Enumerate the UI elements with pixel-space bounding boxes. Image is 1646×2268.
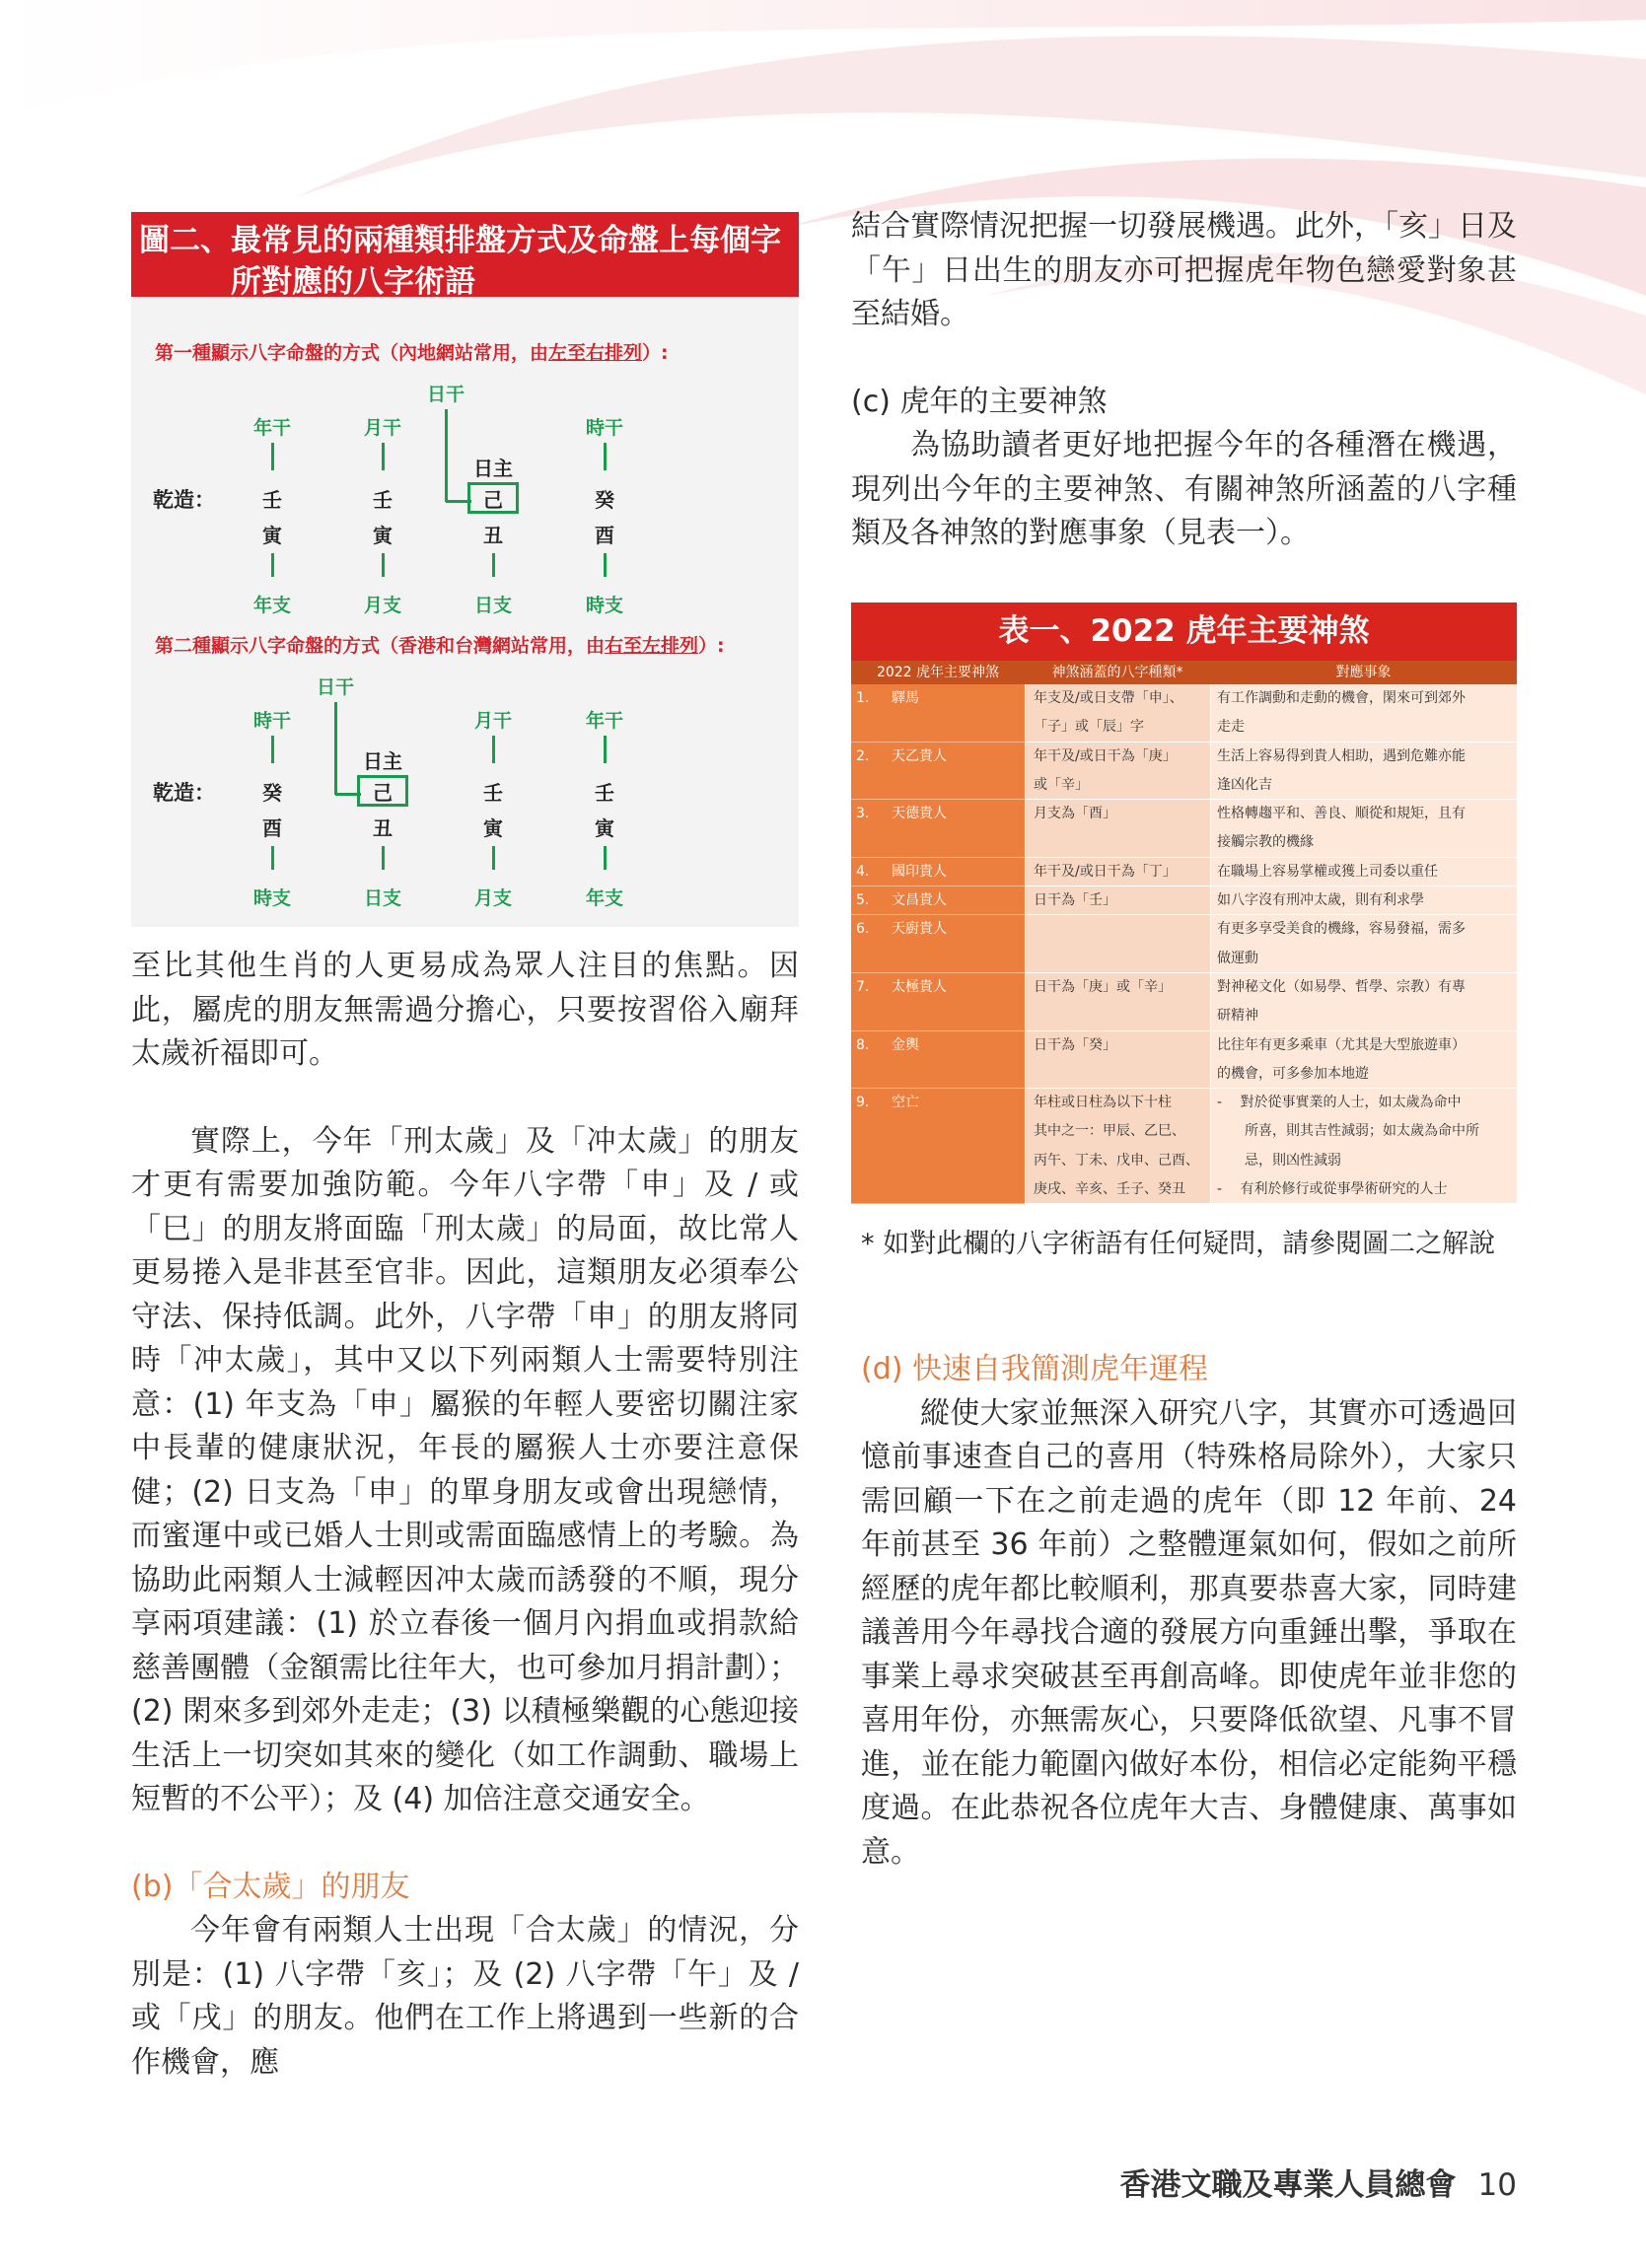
table-effect-line: 如八字沒有刑冲太歲，則有利求學 [1217,892,1424,909]
table-effect-line: 有更多享受美食的機緣，容易發福，需多 [1217,921,1466,938]
scheme1-col2-bottom-line [492,553,495,577]
table-cover-line: 年干及/或日干為「丁」 [1034,863,1177,880]
table-cell-name [851,800,1025,858]
scheme2-title [155,631,725,658]
scheme1-day-stem-label: 日干 [426,384,465,405]
scheme2-col2-bottom-line [492,846,495,870]
table-header-shensha: 2022 虎年主要神煞 [876,665,1000,680]
right-paragraph-2: 為協助讀者更好地把握今年的各種潛在機遇，現列出今年的主要神煞、有關神煞所涵蓋的八字種類及各神煞的對應事象（見表一）。 [851,428,1517,550]
figure-2 [131,212,799,927]
scheme2-col3-branch: 寅 [595,816,614,840]
table-cell-cover [1025,915,1210,973]
scheme2-col1-stem: 己 [373,781,393,805]
table-cell-cover [1025,973,1210,1031]
table-header-cover: 神煞涵蓋的八字種類* [1051,665,1183,680]
table-1-body [851,684,1517,1204]
table-row [851,800,1517,858]
table-cell-effect [1210,886,1517,915]
table-effect-line: - 有利於修行或從事學術研究的人士 [1217,1181,1448,1198]
table-row-shensha: 天乙貴人 [892,747,947,764]
table-effect-line: - 對於從事實業的人士，如太歲為命中 [1217,1095,1462,1111]
right-paragraph-1: 結合實際情況把握一切發展機遇。此外，「亥」日及「午」日出生的朋友亦可把握虎年物色戀愛對象甚至結婚。 [851,209,1517,331]
table-cell-cover [1025,800,1210,858]
left-column [131,945,799,2085]
table-cell-effect [1210,858,1517,886]
table-header-effect: 對應事象 [1335,665,1392,680]
table-effect-line: 逢凶化吉 [1217,776,1272,793]
table-row [851,743,1517,801]
scheme1-col1-top-line [382,443,385,470]
table-row [851,1089,1517,1204]
table-effect-line: 有工作調動和走動的機會，閑來可到郊外 [1217,690,1466,706]
scheme2-title-underlined: 右至左排列 [605,635,699,657]
table-cover-line [1034,945,1202,973]
table-cover-line [1034,915,1202,944]
table-row [851,858,1517,886]
scheme2-title-post: ）: [698,635,725,657]
figure-2-title-line2: 所對應的八字術語 [231,264,475,300]
scheme2-col3-bottom-line [604,846,607,870]
scheme1-day-master-label: 日主 [473,457,513,480]
table-cover-line: 年柱或日柱為以下十柱 [1034,1095,1172,1111]
table-cell-name [851,886,1025,915]
scheme1-col0-bottom-label: 年支 [252,595,292,616]
scheme1-col1-top-label: 月干 [363,417,402,439]
table-cover-line [1034,1060,1202,1089]
table-cover-line: 年干及/或日干為「庚」 [1034,747,1177,764]
scheme1-col1-branch: 寅 [373,524,393,547]
table-row-number: 6. [856,921,870,938]
table-row-number: 3. [856,806,870,822]
scheme1-title-post: ）: [642,342,669,364]
table-cover-line: 年支及/或日支帶「申」、 [1034,690,1183,706]
right-paragraph-3: 縱使大家並無深入研究八字，其實亦可透過回憶前事速查自己的喜用（特殊格局除外），大家只需回顧一下在之前走過的虎年（即 12 年前、24 年前甚至 36 年前）之整體運氣如何，假如之前所經歷的虎年都比較順利，那真要恭喜大家，同時建議善用今年尋找合適的發展方向重錘出擊，爭取在事業上尋求突破甚至再創高峰。即使虎年並非您的喜用年份，亦無需灰心，只要降低欲望、凡事不冒進，並在能力範圍內做好本份，相信必定能夠平穩度過。在此恭祝各位虎年大吉、身體健康、萬事如意。 [861,1395,1517,1870]
scheme2-col3-stem: 壬 [595,781,614,805]
scheme1-col3-bottom-label: 時支 [585,595,624,616]
scheme1-label: 乾造： [153,488,215,512]
scheme1-col3-branch: 酉 [595,524,614,547]
scheme1-day-stem-line [445,409,448,502]
table-row-number: 8. [856,1036,870,1053]
table-1-title: 表一、2022 虎年主要神煞 [851,602,1517,661]
left-paragraph-3: 今年會有兩類人士出現「合太歲」的情況，分別是：(1) 八字帶「亥」；及 (2) 八字帶「午」及 / 或「戌」的朋友。他們在工作上將遇到一些新的合作機會，應 [131,1913,799,2080]
table-cover-line [1034,1002,1202,1030]
page-footer [1085,2160,1517,2204]
scheme2-day-master-label: 日主 [363,749,402,773]
table-row-shensha: 國印貴人 [892,863,947,880]
table-row [851,1031,1517,1090]
scheme2-col2-stem: 壬 [483,781,503,805]
scheme1-col0-top-label: 年干 [252,417,292,439]
scheme1-col3-stem: 癸 [595,488,614,512]
table-cell-effect [1210,973,1517,1031]
scheme2-label: 乾造： [153,781,215,805]
table-cell-effect [1210,743,1517,801]
table-row-number: 9. [856,1095,870,1111]
scheme1-col1-stem: 壬 [373,488,393,512]
scheme1-col3-bottom-line [604,553,607,577]
scheme1-title [155,338,669,365]
scheme1-col3-top-line [604,443,607,470]
scheme2-col1-bottom-label: 日支 [363,887,402,909]
table-cell-effect [1210,684,1517,743]
scheme2-col0-top-line [271,736,274,763]
table-cell-name [851,1089,1025,1204]
figure-2-title-line1: 圖二、最常見的兩種類排盤方式及命盤上每個字 [139,223,781,258]
scheme1-col2-branch: 丑 [483,524,503,547]
scheme2-col0-top-label: 時干 [252,710,292,732]
table-footnote: * 如對此欄的八字術語有任何疑問，請參閱圖二之解說 [861,1229,1496,1259]
table-row-shensha: 金輿 [892,1036,919,1053]
table-cell-cover [1025,684,1210,743]
section-c-title: (c) 虎年的主要神煞 [851,384,1108,419]
scheme1-col0-stem: 壬 [262,488,282,512]
table-effect-line: 忌，則凶性減弱 [1217,1152,1341,1169]
page-number: 10 [1477,2167,1517,2203]
scheme1-col1-bottom-label: 月支 [363,595,402,616]
table-cell-effect [1210,800,1517,858]
table-effect-line: 在職場上容易掌權或獲上司委以重任 [1217,863,1438,880]
table-row-shensha: 文昌貴人 [892,892,947,909]
table-cover-line: 或「辛」 [1034,776,1089,793]
scheme2-col2-bottom-label: 月支 [473,887,513,909]
left-paragraph-1: 至比其他生肖的人更易成為眾人注目的焦點。因此，屬虎的朋友無需過分擔心，只要按習俗入廟拜太歲祈福即可。 [131,949,799,1071]
table-cover-line: 庚戌、辛亥、壬子、癸丑 [1034,1181,1185,1198]
table-row-number: 4. [856,863,870,880]
table-cover-line: 日干為「癸」 [1034,1036,1116,1053]
scheme1-col2-bottom-label: 日支 [473,595,513,616]
table-row-number: 1. [856,690,870,706]
scheme2-col3-top-line [604,736,607,763]
scheme1-col0-bottom-line [271,553,274,577]
section-d-title: (d) 快速自我簡測虎年運程 [861,1352,1208,1386]
table-cell-name [851,858,1025,886]
left-paragraph-2: 實際上，今年「刑太歲」及「冲太歲」的朋友才更有需要加強防範。今年八字帶「申」及 / 或「巳」的朋友將面臨「刑太歲」的局面，故比常人更易捲入是非甚至官非。因此，這類朋友必須奉公守法、保持低調。此外，八字帶「申」的朋友將同時「冲太歲」，其中又以下列兩類人士需要特別注意：(1) 年支為「申」屬猴的年輕人要密切關注家中長輩的健康狀況，年長的屬猴人士亦要注意保健；(2) 日支為「申」的單身朋友或會出現戀情，而蜜運中或已婚人士則或需面臨感情上的考驗。為協助此兩類人士減輕因冲太歲而誘發的不順，現分享兩項建議：(1) 於立春後一個月內捐血或捐款給慈善團體（金額需比往年大，也可參加月捐計劃）；(2) 閑來多到郊外走走；(3) 以積極樂觀的心態迎接生活上一切突如其來的變化（如工作調動、職場上短暫的不公平）；及 (4) 加倍注意交通安全。 [131,1123,799,1816]
table-effect-line: 生活上容易得到貴人相助，遇到危難亦能 [1217,747,1466,764]
scheme1-title-pre: 第一種顯示八字命盤的方式（內地網站常用，由 [155,342,549,364]
table-row-number: 2. [856,747,870,764]
table-effect-line: 比往年有更多乘車（尤其是大型旅遊車） [1217,1036,1466,1053]
table-row [851,684,1517,743]
table-cell-name [851,1031,1025,1090]
table-effect-line: 研精神 [1217,1008,1258,1025]
scheme2-col3-top-label: 年干 [585,710,624,732]
scheme2-col2-branch: 寅 [483,816,503,840]
table-row-shensha: 空亡 [892,1095,919,1111]
scheme2-col1-branch: 丑 [373,816,393,840]
table-cell-name [851,684,1025,743]
table-effect-line: 的機會，可多參加本地遊 [1217,1065,1369,1082]
table-row [851,915,1517,973]
table-cell-name [851,973,1025,1031]
table-cover-line: 日干為「庚」或「辛」 [1034,978,1172,995]
scheme1-title-underlined: 左至右排列 [548,342,643,364]
table-row-shensha: 驛馬 [892,690,919,706]
table-row-shensha: 太極貴人 [892,978,947,995]
scheme2-col0-branch: 酉 [262,816,282,840]
table-row-number: 5. [856,892,870,909]
table-row-shensha: 天德貴人 [892,806,947,822]
table-cover-line: 其中之一：甲辰、乙巳、 [1034,1123,1185,1140]
table-effect-line: 走走 [1217,719,1245,736]
section-b-title: (b)「合太歲」的朋友 [131,1869,410,1904]
table-cover-line [1034,828,1202,857]
table-row-number: 7. [856,978,870,995]
scheme1-col3-top-label: 時干 [585,417,624,439]
table-1-header [851,661,1517,684]
table-row [851,886,1517,915]
table-cell-effect [1210,915,1517,973]
scheme2-title-pre: 第二種顯示八字命盤的方式（香港和台灣網站常用，由 [155,635,606,657]
table-cell-cover [1025,1031,1210,1090]
table-row-shensha: 天廚貴人 [892,921,947,938]
table-cover-line: 丙午、丁未、戊申、己酉、 [1034,1152,1199,1169]
table-effect-line: 接觸宗教的機緣 [1217,834,1314,851]
table-cover-line: 「子」或「辰」字 [1034,719,1144,736]
table-cell-effect [1210,1031,1517,1090]
table-cover-line: 日干為「壬」 [1034,892,1116,909]
figure-2-title [131,212,799,300]
scheme2-col0-bottom-line [271,846,274,870]
table-1 [851,602,1517,1204]
table-effect-line: 性格轉趨平和、善良、順從和規矩，且有 [1217,806,1466,822]
right-column-bottom [861,1348,1517,1875]
table-cell-cover [1025,743,1210,801]
table-cell-cover [1025,1089,1210,1204]
scheme2-col2-top-label: 月干 [473,710,513,732]
scheme1-col2-stem: 己 [483,488,503,512]
scheme2-col1-bottom-line [382,846,385,870]
table-effect-line: 所喜，則其吉性減弱；如太歲為命中所 [1217,1123,1479,1140]
right-column-top [851,205,1517,556]
table-cell-name [851,743,1025,801]
table-effect-line: 對神秘文化（如易學、哲學、宗教）有專 [1217,978,1466,995]
table-cell-name [851,915,1025,973]
footer-organization: 香港文職及專業人員總會 [1119,2167,1457,2203]
table-cell-cover [1025,886,1210,915]
scheme1-col0-branch: 寅 [262,524,282,547]
scheme2-col3-bottom-label: 年支 [585,887,624,909]
table-cell-cover [1025,858,1210,886]
scheme2-col0-bottom-label: 時支 [252,887,292,909]
scheme2-col0-stem: 癸 [262,781,282,805]
scheme1-col1-bottom-line [382,553,385,577]
table-cover-line: 月支為「酉」 [1034,806,1116,822]
table-cell-effect [1210,1089,1517,1204]
scheme1-col0-top-line [271,443,274,470]
scheme2-day-stem-line [334,702,337,795]
scheme2-day-stem-label: 日干 [316,676,355,698]
table-effect-line: 做運動 [1217,950,1258,966]
table-row [851,973,1517,1031]
scheme2-col2-top-line [492,736,495,763]
